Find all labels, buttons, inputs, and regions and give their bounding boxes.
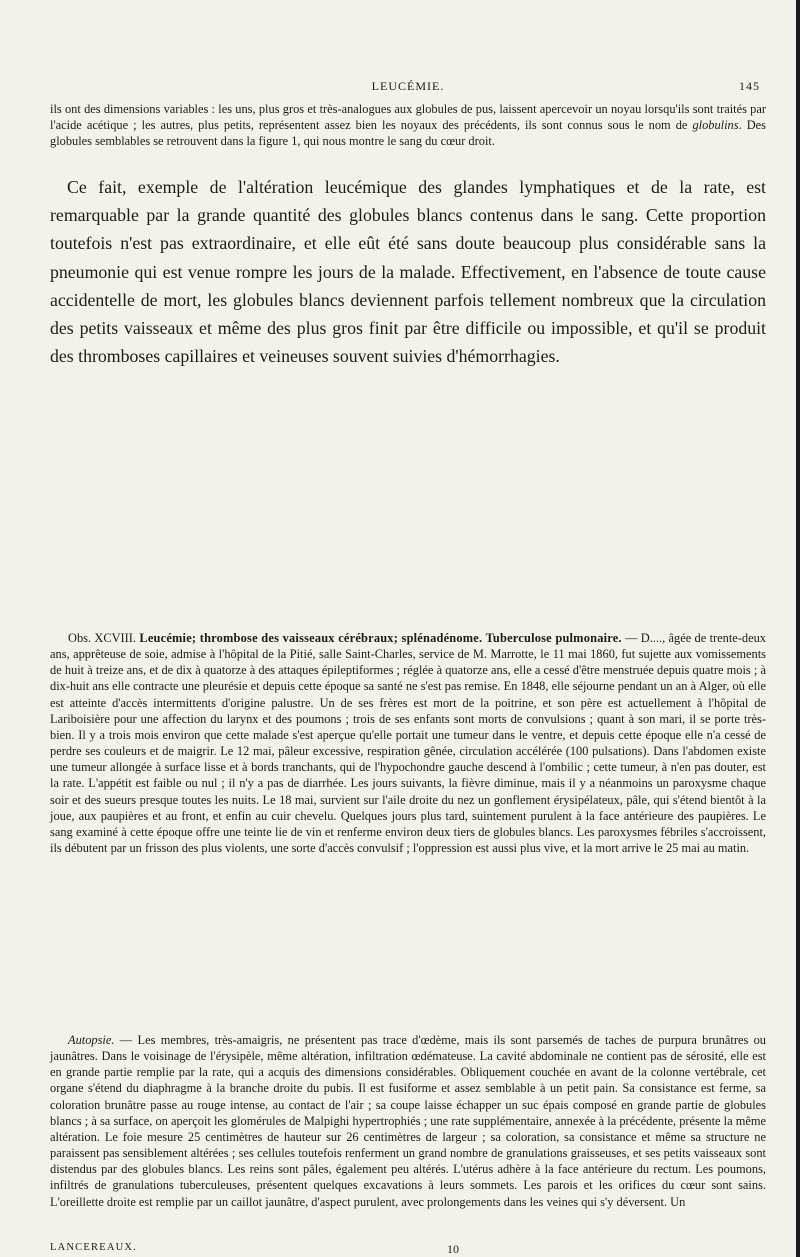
running-title: LEUCÉMIE. <box>371 79 445 93</box>
signature-mark: LANCEREAUX. <box>50 1242 137 1253</box>
observation-text: — D...., âgée de trente-deux ans, apprêteuse de soie, admise à l'hôpital de la Pitié, salle Saint-Charles, service de M. Marrotte, le 11 mai 1860, fut sujette aux vomissements de huit à treize ans, et de dix à quatorze à des attaques épileptiformes ; réglée à quatorze ans, elle a cessé d'être menstruée depuis quatre mois ; à dix-huit ans elle contracte une pleurésie et depuis cette époque sa santé ne s'est pas remise. En 1848, elle séjourne pendant un an à Alger, où elle est atteinte d'accès intermittents d'origine palustre. Un de ses frères est mort de la poitrine, et son père est actuellement à l'hôpital de Lariboisière pour une affection du larynx et des poumons ; trois de ses enfants sont morts de convulsions ; quant à son mari, il se porte très-bien. Il y a trois mois environ que cette malade s'est aperçue qu'elle portait une tumeur dans le ventre, et depuis cette époque elle n'a cessé de perdre ses couleurs et de maigrir. Le 12 mai, pâleur excessive, respiration gênée, circulation accélérée (100 pulsations). Dans l'abdomen existe une tumeur allongée à surface lisse et à bords tranchants, qui de l'hypochondre gauche descend à l'ombilic ; cette tumeur, à n'en pas douter, est la rate. L'appétit est faible ou nul ; il n'y a pas de diarrhée. Les jours suivants, la fièvre diminue, mais il y a néanmoins un paroxysme chaque soir et des sueurs presque toutes les nuits. Le 18 mai, survient sur l'aile droite du nez un gonflement érysipélateux, pâle, qui s'étend bientôt à la joue, aux paupières et au front, et enfin au cuir chevelu. Quelques jours plus tard, suintement purulent à la face antérieure des paupières. Le sang examiné à cette époque offre une teinte lie de vin et renferme environ deux tiers de globules blancs. Les paroxysmes fébriles s'accroissent, ils débutent par un frisson des plus violents, une sorte d'accès convulsif ; l'oppression est aussi plus vive, et la mort arrive le 25 mai au matin. <box>50 631 766 856</box>
running-head <box>50 79 766 99</box>
signature-number: 10 <box>447 1242 459 1256</box>
globules-text: ils ont des dimensions variables : les uns, plus gros et très-analogues aux globules de pus, laissent apercevoir un noyau lorsqu'ils sont traités par l'acide acétique ; les autres, plus petits, représentent assez bien les noyaux des précédents, ils sont connus sous le nom de <box>50 102 766 133</box>
globules-text-end: . Des globules semblables se retrouvent dans la figure 1, qui nous montre le sang du cœur droit. <box>50 118 767 149</box>
main-paragraph: Ce fait, exemple de l'altération leucémique des glandes lymphatiques et de la rate, est remarquable par la grande quantité des globules blancs contenus dans le sang. Cette proportion toutefois n'est pas extraordinaire, et elle eût été sans doute beaucoup plus considérable sans la pneumonie qui est venue rompre les jours de la malade. Effectivement, en l'absence de toute cause accidentelle de mort, les globules blancs deviennent parfois tellement nombreux que la circulation des petits vaisseaux et même des plus gros finit par être difficile ou impossible, et qu'il se produit des thromboses capillaires et veineuses souvent suivies d'hémorrhagies. <box>50 177 766 367</box>
book-page <box>50 0 766 1257</box>
observation-paragraph <box>50 630 766 856</box>
autopsie-paragraph <box>50 1032 766 1210</box>
page-edge <box>796 0 800 1257</box>
page-footer <box>50 1242 766 1256</box>
autopsie-label: Autopsie. <box>68 1033 115 1047</box>
globules-paragraph <box>50 101 766 149</box>
globulins-term: globulins <box>692 118 739 133</box>
autopsie-text: — Les membres, très-amaigris, ne présentent pas trace d'œdème, mais ils sont parsemés de taches de purpura brunâtres ou jaunâtres. Dans le voisinage de l'érysipèle, même altération, infiltration œdémateuse. La cavité abdominale ne contient pas de sérosité, elle est en grande partie remplie par la rate, qui a acquis des dimensions considérables. Obliquement couchée en avant de la colonne vertébrale, cet organe s'étend du diaphragme à la branche droite du pubis. Il est fusiforme et assez semblable à un petit pain. Sa consistance est ferme, sa coloration brunâtre passe au rouge intense, au contact de l'air ; sa coupe laisse échapper un suc épais composé en grande partie de globules blancs ; à sa surface, on aperçoit les glomérules de Malpighi hypertrophiés ; une rate supplémentaire, annexée à la précédente, présente la même altération. Le foie mesure 25 centimètres de hauteur sur 26 centimètres de largeur ; sa coloration, sa consistance et même sa structure ne paraissent pas sensiblement altérées ; ses cellules toutefois renferment un grand nombre de granulations graisseuses, et ses petits vaisseaux sont distendus par des globules blancs. Les reins sont pâles, également peu altérés. L'utérus adhère à la face antérieure du rectum. Les poumons, infiltrés de granulations tuberculeuses, présentent quelques excavations à leurs sommets. Les parois et les orifices du cœur sont sains. L'oreillette droite est remplie par un caillot jaunâtre, d'aspect purulent, avec prolongements dans les veines qui s'y déversent. Un <box>50 1033 766 1209</box>
page-number: 145 <box>739 79 760 93</box>
observation-label: Obs. XCVIII. <box>68 631 137 645</box>
observation-heading: Leucémie; thrombose des vaisseaux cérébraux; splénadénome. Tuberculose pulmonaire. <box>139 631 622 645</box>
